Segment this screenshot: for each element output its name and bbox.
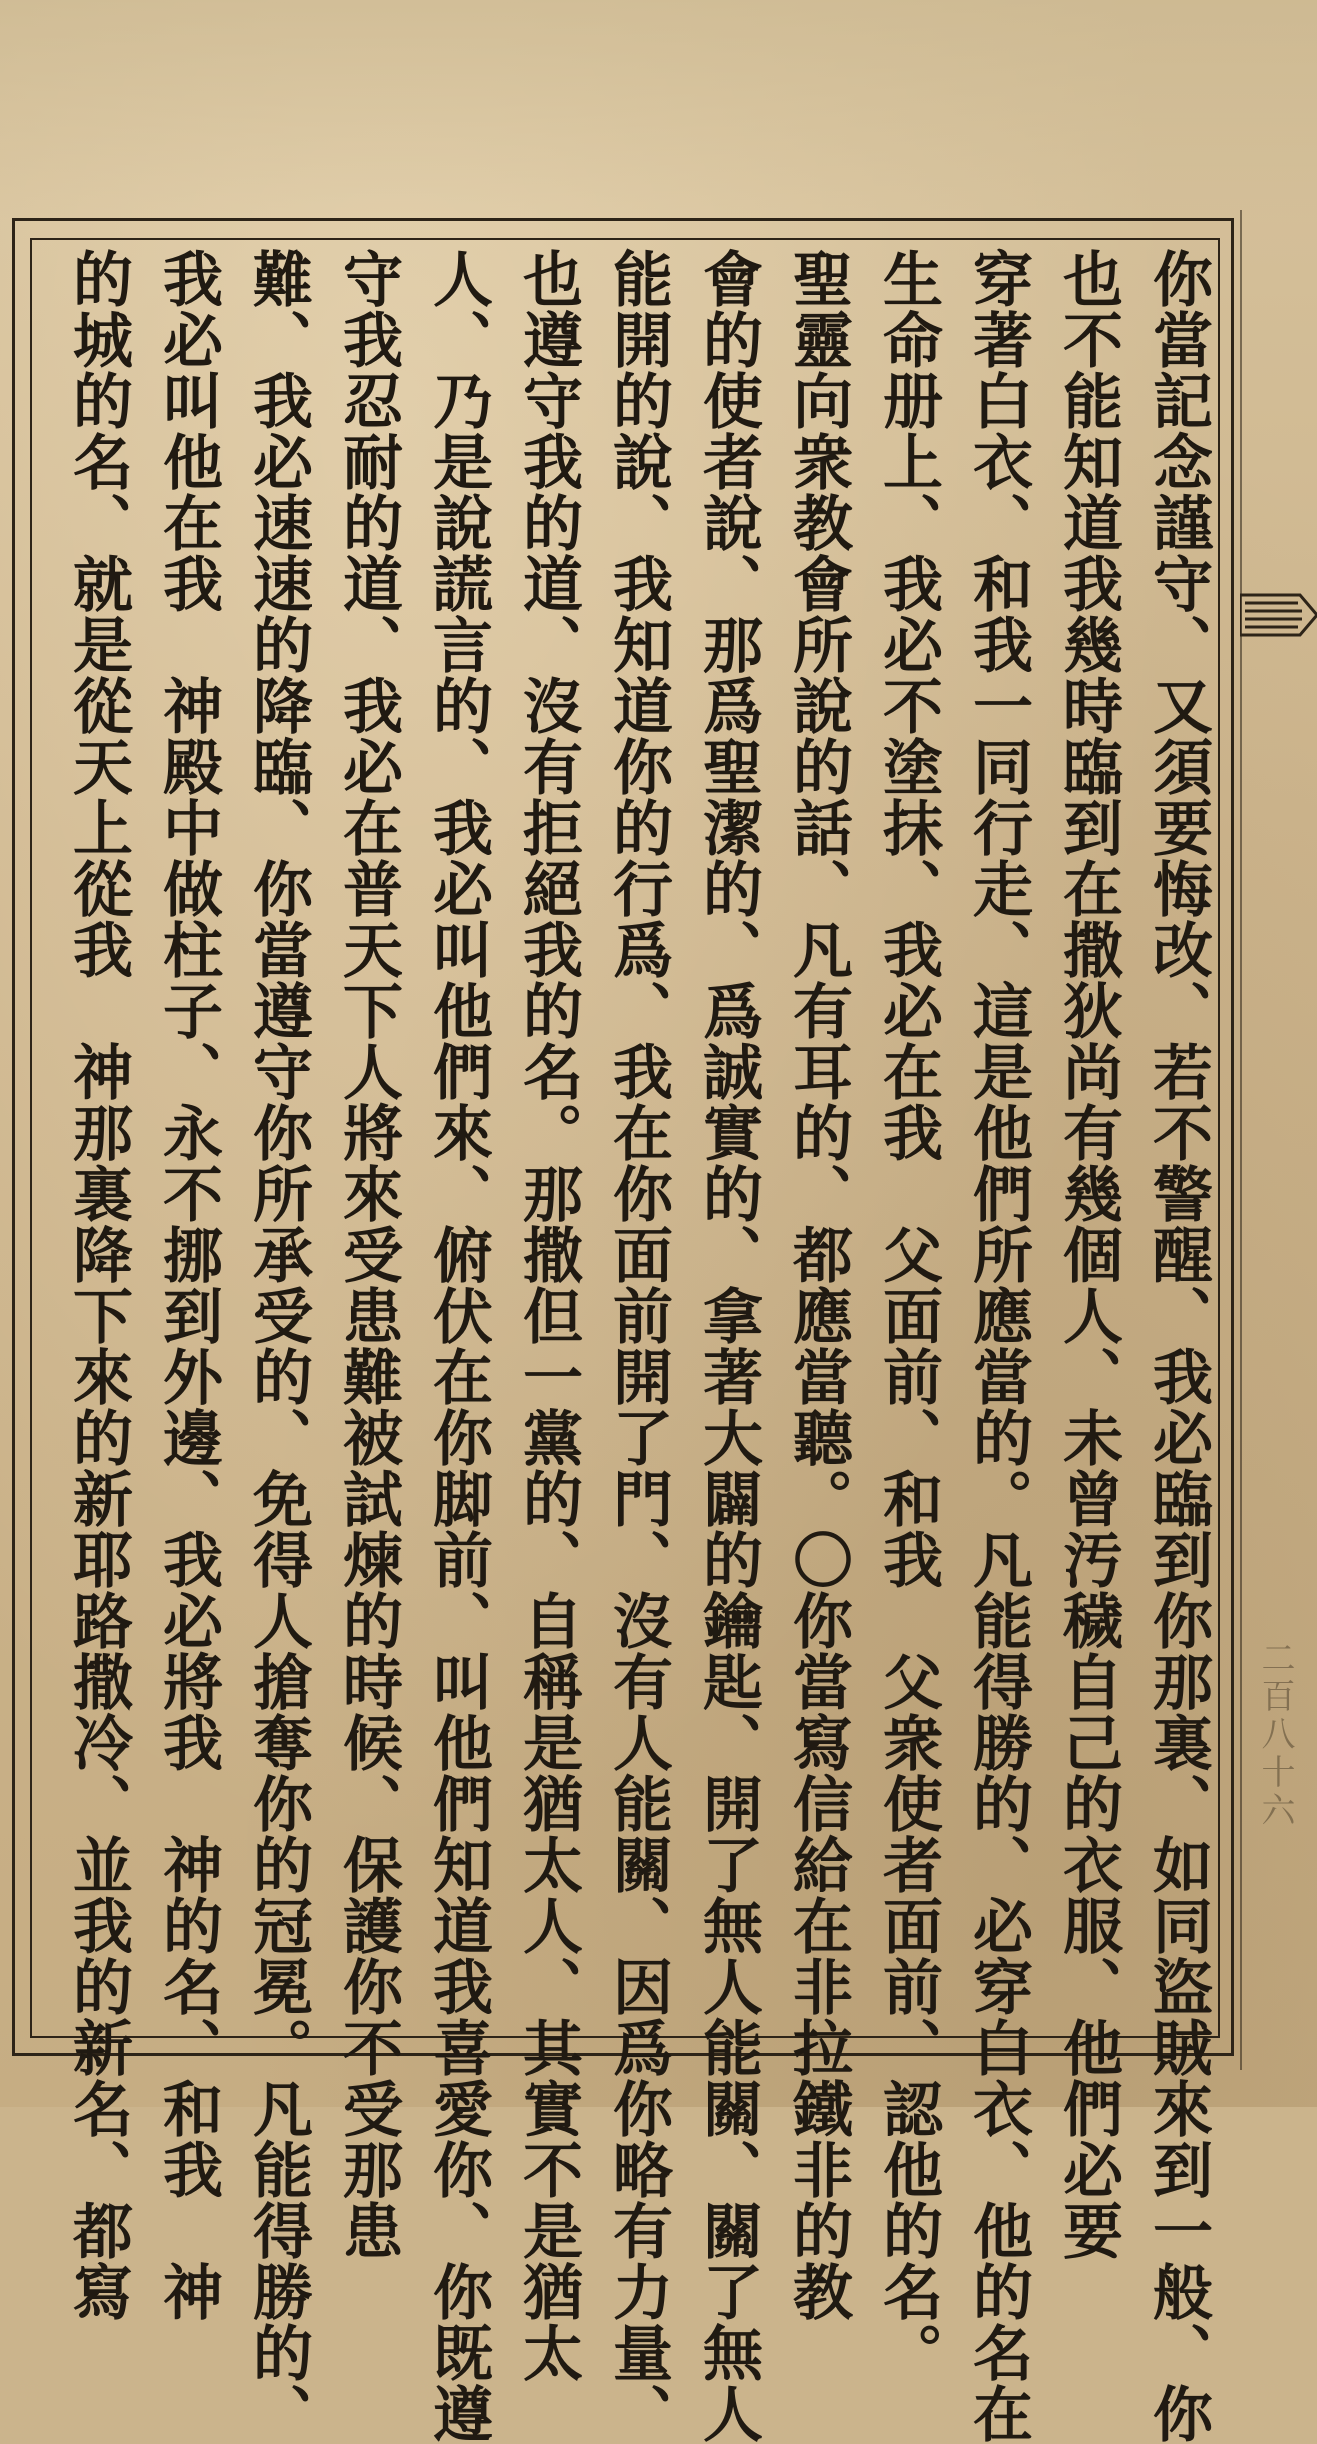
fishtail-ornament-icon [1240,585,1317,645]
text-column-8: 也遵守我的道、沒有拒絕我的名。那撒但一黨的、自稱是猶太人、其實不是猶太 [513,248,583,2383]
text-column-13: 的城的名、就是從天上從我 神那裏降下來的新耶路撒冷、並我的新名、都寫 [63,248,133,2322]
text-column-3: 穿著白衣、和我一同行走、這是他們所應當的。凡能得勝的、必穿白衣、他的名在 [963,248,1033,2444]
text-column-4: 生命册上、我必不塗抹、我必在我 父面前、和我 父衆使者面前、認他的名。 [873,248,943,2383]
text-column-6: 會的使者說、那爲聖潔的、爲誠實的、拿著大闢的鑰匙、開了無人能關、關了無人 [693,248,763,2444]
text-column-12: 我必叫他在我 神殿中做柱子、永不挪到外邊、我必將我 神的名、和我 神 [153,248,223,2322]
text-column-2: 也不能知道我幾時臨到在撒狄尚有幾個人、未曾汚穢自己的衣服、他們必要 [1053,248,1123,2261]
text-column-10: 守我忍耐的道、我必在普天下人將來受患難被試煉的時候、保護你不受那患 [333,248,403,2261]
text-column-5: 聖靈向衆教會所說的話、凡有耳的、都應當聽。〇你當寫信給在非拉鐵非的教 [783,248,853,2322]
text-column-11: 難、我必速速的降臨、你當遵守你所承受的、免得人搶奪你的冠冕。凡能得勝的、 [243,248,313,2444]
text-column-1: 你當記念謹守、又須要悔改、若不警醒、我必臨到你那裏、如同盜賊來到一般、你 [1143,248,1213,2444]
text-column-9: 人、乃是說謊言的、我必叫他們來、俯伏在你脚前、叫他們知道我喜愛你、你既遵 [423,248,493,2444]
text-column-7: 能開的說、我知道你的行爲、我在你面前開了門、沒有人能關、因爲你略有力量、 [603,248,673,2444]
top-margin [0,0,1317,220]
scripture-text [63,248,1221,2444]
page-number: 二百八十六 [1255,1640,1295,1830]
